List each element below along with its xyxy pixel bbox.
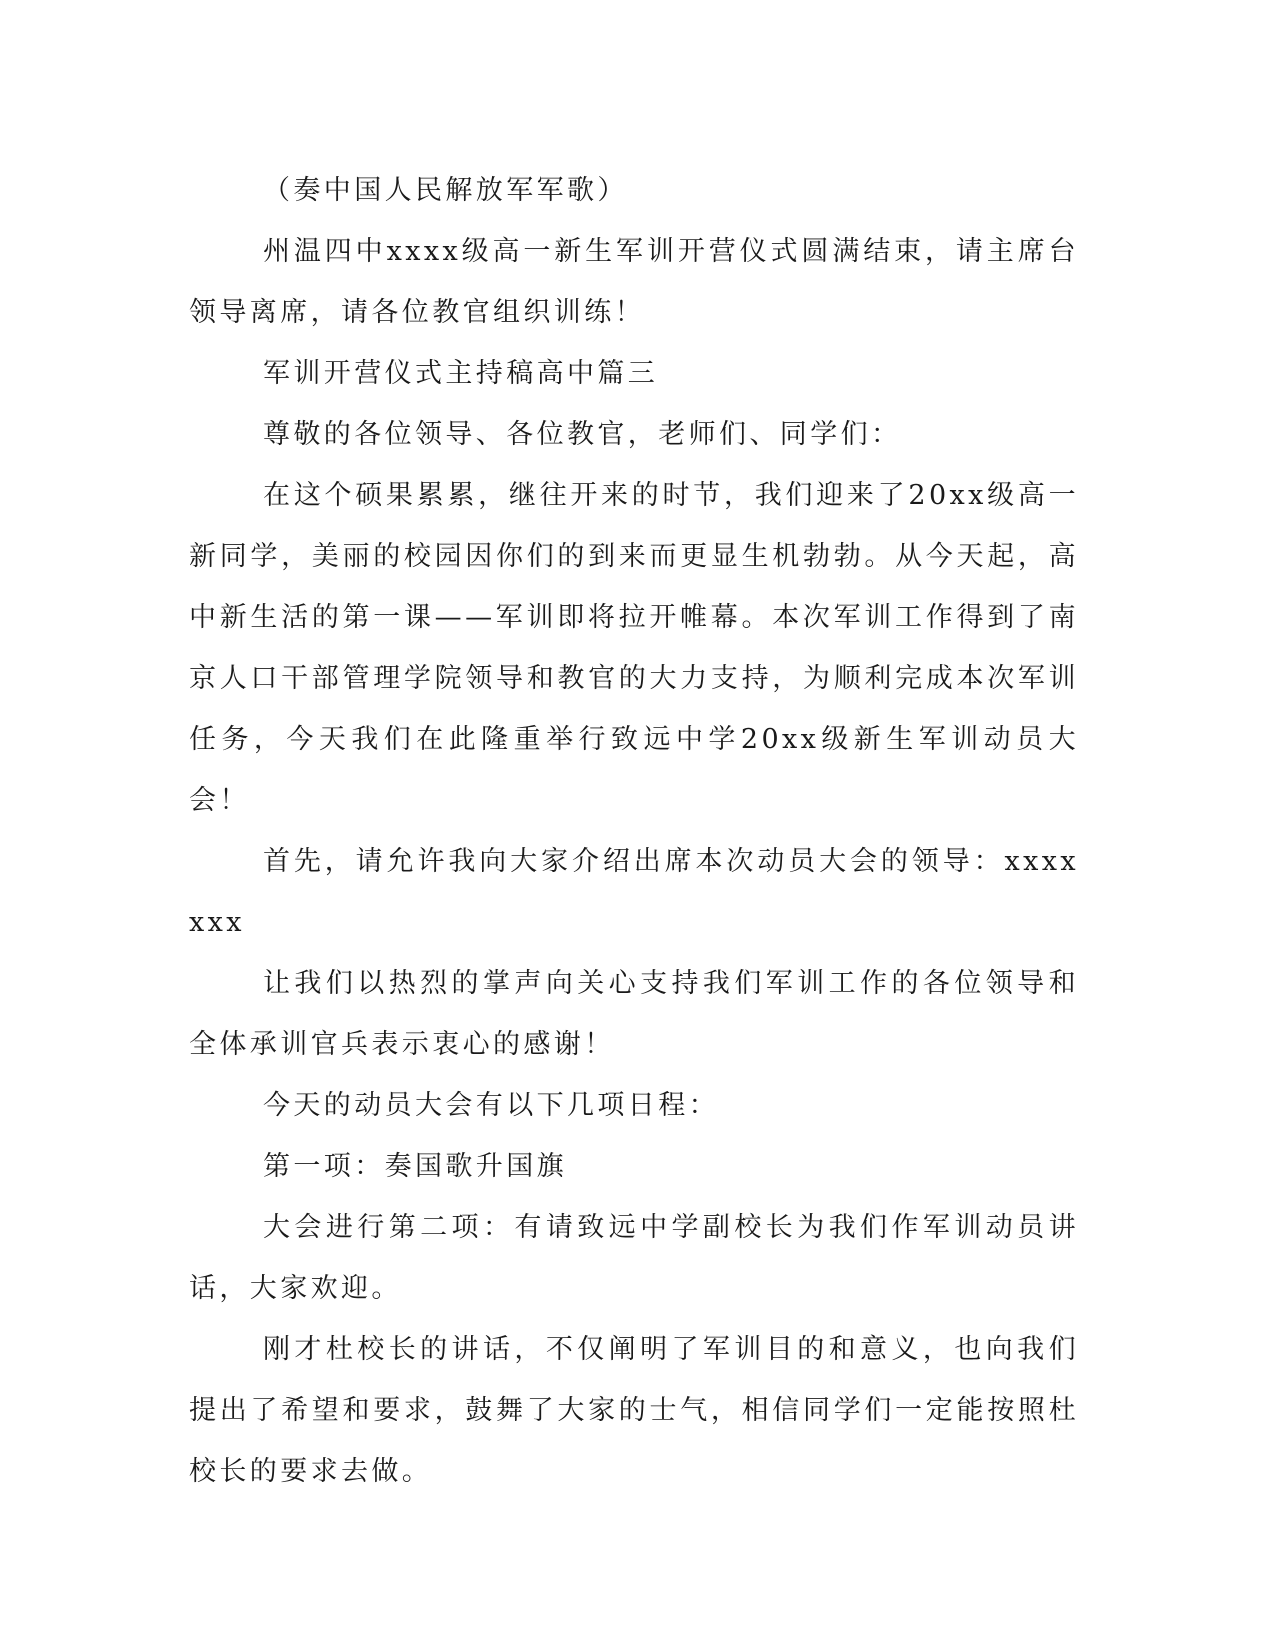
paragraph-ceremony-end: 州温四中xxxx级高一新生军训开营仪式圆满结束，请主席台领导离席，请各位教官组织训练！ — [189, 236, 1079, 328]
paragraph-opening: 在这个硕果累累，继往开来的时节，我们迎来了20xx级高一新同学，美丽的校园因你们的到来而更显生机勃勃。从今天起，高中新生活的第一课——军训即将拉开帷幕。本次军训工作得到了南京人口干部管理学院领导和教官的大力支持，为顺利完成本次军训任务，今天我们在此隆重举行致远中学20xx级新生军训动员大会！ — [189, 480, 1079, 816]
paragraph-agenda-item-2: 大会进行第二项：有请致远中学副校长为我们作军训动员讲话，大家欢迎。 — [189, 1212, 1079, 1304]
paragraph-speech-summary: 刚才杜校长的讲话，不仅阐明了军训目的和意义，也向我们提出了希望和要求，鼓舞了大家的士气，相信同学们一定能按照杜校长的要求去做。 — [189, 1334, 1079, 1487]
paragraph-section-title: 军训开营仪式主持稿高中篇三 — [263, 358, 659, 389]
document-body — [189, 160, 1079, 1502]
paragraph-agenda-item-1: 第一项：奏国歌升国旗 — [263, 1151, 567, 1182]
paragraph-music-note: （奏中国人民解放军军歌） — [263, 175, 628, 206]
paragraph-agenda-intro: 今天的动员大会有以下几项日程： — [263, 1090, 719, 1121]
paragraph-introduce-leaders: 首先，请允许我向大家介绍出席本次动员大会的领导：xxxxxxx — [189, 846, 1079, 938]
paragraph-thanks: 让我们以热烈的掌声向关心支持我们军训工作的各位领导和全体承训官兵表示衷心的感谢！ — [189, 968, 1079, 1060]
paragraph-salutation: 尊敬的各位领导、各位教官，老师们、同学们： — [263, 419, 902, 450]
